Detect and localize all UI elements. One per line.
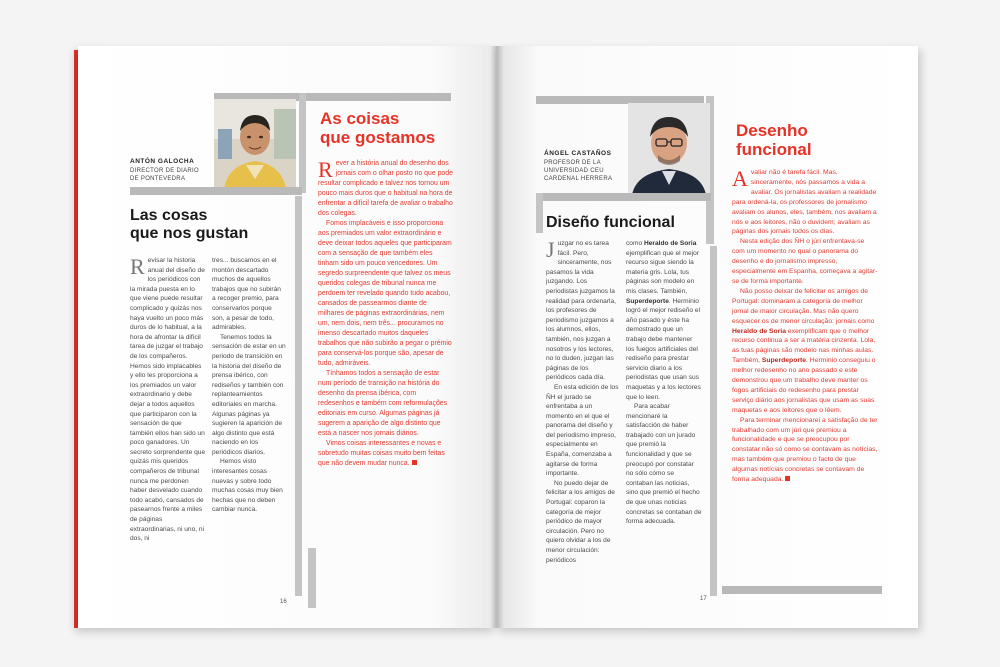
byline-role-line1: PROFESOR DE LA — [544, 160, 601, 166]
body-paragraph — [318, 439, 453, 469]
body-paragraph: En esta edición de los ÑH el jurado se enfrentaba a un momento en el que el panorama del diseño y del periodismo impreso, especialmente en España, comenzaba a agitarse de forma importante. — [546, 383, 619, 478]
body-text: uzgar no es tarea fácil. Pero, sinceramente, nos pasamos la vida juzgando. Los periodistas juzgamos la realidad para ordenarla, los profesores de periodismo juzgamos a los alumnos, ellos, también, nos juzgan a nosotros y los lectores, no lo duden, juzgan las páginas de los periódicos cada día. — [546, 240, 617, 382]
newspaper-name: Heraldo de Soria — [732, 327, 787, 335]
byline-role-line2: UNIVERSIDAD CEU — [544, 168, 604, 174]
body-text: . Herminio conseguiu o melhor redesenho no ano passado e este demonstrou que um trabalho deve manter os fogos artificiais do redesenho para prestar serviço diário aos jornalistas que usam as suas maquetas e aos leitores que o lêem. — [732, 357, 876, 414]
dropcap: R — [318, 159, 333, 182]
article-column-pt — [732, 168, 878, 588]
body-text: valiar não é tarefa fácil. Mas, sinceramente, nós passamos a vida a avaliar. Os jornalistas avaliam a realidade para ordená-la, os professores de jornalismo avaliam os alunos, eles, também, nos avaliam a nós e aos leitores, não o duvidem; avaliam as páginas dos jornais todos os dias. — [732, 169, 877, 236]
headline-pt-line2: que gostamos — [320, 128, 436, 147]
article-column-es-1 — [130, 256, 206, 591]
grey-rule — [722, 586, 882, 594]
article-column-es-2 — [212, 256, 286, 591]
body-text: exemplificam que o melhor recurso continua a ser a matéria cinzenta. Lola, as tuas páginas são modelo nas minhas aulas. Também, — [732, 327, 876, 365]
headline-pt-line1: Desenho — [736, 121, 808, 140]
newspaper-name: Superdeporte — [761, 357, 807, 365]
body-paragraph: tres... buscamos en el montón descartado muchos de aquellos trabajos que no subirán a recoger premio, para conservarlos porque son, a pesar de todo, admirables. — [212, 257, 281, 332]
body-text: Não posso deixar de felicitar os amigos de Portugal: dominaram a categoria de melhor jornal de maior circulação. Mas não quero esquecer os de menor circulação: jornais como — [732, 287, 875, 325]
body-paragraph — [732, 287, 878, 416]
headline-pt-line1: As coisas — [320, 109, 400, 128]
body-paragraph: Tenemos todos la sensación de estar en un periodo de transición en la historia del diseño de prensa ibérico, con rediseños y también con replanteamientos editoriales en marcha. Algunas páginas ya sugieren la aparición de algo distinto que está naciendo en los periódicos diarios. — [212, 333, 286, 456]
grey-rule — [130, 187, 302, 195]
grey-vertical-rule — [710, 246, 717, 596]
page-number: 17 — [700, 596, 707, 602]
grey-vertical-rule — [295, 196, 302, 596]
byline-name: ANTÓN GALOCHA — [130, 158, 195, 165]
dropcap: A — [732, 168, 748, 191]
byline-role-line2: DE PONTEVEDRA — [130, 176, 186, 182]
grey-rule — [536, 193, 711, 201]
dropcap: R — [130, 256, 145, 279]
newspaper-name: Heraldo de Soria — [643, 240, 697, 247]
article-column-es-1 — [546, 239, 620, 594]
headline-es-line1: Las cosas — [130, 207, 208, 224]
body-paragraph: Hemos visto interesantes cosas nuevas y sobre todo muchas cosas muy bien hechas que no deben cambiar nunca. — [212, 458, 283, 514]
body-paragraph: Para acabar mencionaré la satisfacción de haber trabajado con un jurado que premió la funcionalidad y que se preocupó por constatar no sólo cómo se contaban las noticias, sino que premió el hecho de que unas noticias concretas se contaban de forma adecuada. — [626, 403, 702, 526]
byline-role-line3: CARDENAL HERRERA — [544, 176, 613, 182]
newspaper-name: Superdeporte — [626, 297, 669, 305]
byline-role-line1: DIRECTOR DE DIARIO — [130, 168, 199, 174]
body-text: Para terminar mencionarei a satisfação de ter trabalhado com um júri que premiou a funcionalidade e que se preocupou por constatar não só como se contavam as notícias, mas também que premiou o facto de que algumas notícias concretas se contavam de forma adequada. — [732, 416, 878, 484]
body-text: . Herminio logró el mejor rediseño el año pasado y éste ha demostrado que un trabajo debe mantener los fuegos artificiales del rediseño para prestar servicio diario a los periodistas que usan sus maquetas y a los lectores que lo leen. — [626, 297, 701, 401]
right-page — [496, 46, 918, 628]
body-paragraph: No puedo dejar de felicitar a los amigos de Portugal: coparon la categoría de mejor periódico de mayor circulación. Pero no quiero olvidar a los de menor circulación: periódicos — [546, 479, 615, 564]
end-of-article-mark — [412, 460, 417, 465]
headline-pt-line2: funcional — [736, 140, 812, 159]
byline-name: ÁNGEL CASTAÑOS — [544, 150, 612, 157]
left-page — [78, 46, 496, 628]
body-text: Vimos coisas interessantes e novas e sobretudo muitas coisas muito bem feitas que não devem mudar nunca. — [318, 440, 445, 467]
headline-es: Diseño funcional — [546, 214, 675, 231]
end-of-article-mark — [785, 476, 790, 481]
author-photo-castanos — [628, 103, 710, 195]
body-paragraph: Nesta edição dos ÑH o júri enfrentava-se com um momento no qual o panorama do desenho e do jornalismo impresso, especialmente em Espanha, começava a agitar-se de forma importante. — [732, 238, 878, 285]
body-paragraph: Tínhamos todos a sensação de estar num período de transição na história do desenho da prensa ibérica, com redesenhos e também com reformulações editoriais em curso. Algumas páginas já sugerem a aparição de algo distinto que está a nascer nos jornais diários. — [318, 370, 448, 437]
grey-vertical-rule — [536, 193, 543, 233]
body-paragraph — [626, 239, 702, 402]
grey-vertical-rule — [308, 548, 316, 608]
dropcap: J — [546, 239, 555, 262]
author-photo-galocha — [214, 99, 296, 189]
page-number: 16 — [280, 599, 287, 605]
body-text: ejemplifican que el mejor recurso sigue siendo la materia gris. Lola, tus páginas son modelo en mis clases. También, — [626, 249, 699, 295]
spine-shadow — [490, 46, 504, 628]
headline-es-line2: que nos gustan — [130, 225, 249, 242]
magazine-spread — [78, 46, 918, 628]
article-column-es-2 — [626, 239, 702, 594]
body-text: ever a história anual do desenho dos jornais com o olhar posto no que pode resultar complicado e talvez nos tornou um pouco mais duros que o habitual na hora de enfrentar a difícil tarefa de avaliar o trabalho dos colegas. — [318, 160, 453, 217]
article-column-pt — [318, 159, 453, 544]
body-text: como — [626, 240, 644, 247]
body-paragraph — [732, 416, 878, 485]
grey-rule — [306, 93, 451, 101]
body-paragraph: Fomos implacáveis e isso proporciona aos premiados um valor extraordinário e deve deixar todos aqueles que participaram com a sensação de que também eles tinham sido um pouco vencedores. Um segredo surpreendente que talvez os meus queridos colegas de tribunal nunca me perdoem ter revelado quando tudo acabou, cansados de passearmos diante de milhares de páginas extraordinárias, nem um, nem dois, nem três... procuramos no imenso descartado muitos daqueles trabalhos que não subirão a pegar o prémio para conservá-los porque são, apesar de tudo, admiráveis. — [318, 220, 452, 367]
grey-vertical-rule — [299, 93, 306, 193]
body-text: evisar la historia anual del diseño de los periódicos con la mirada puesta en lo que viene puede resultar complicado y quizás nos haya vuelto un poco más duros de lo habitual, a la hora de afrontar la difícil tarea de juzgar el trabajo de los compañeros. Hemos sido implacables y ello les proporciona a los premiados un valor extraordinario y debe dejar a todos aquellos que participaron con la sensación de que también ellos han sido un poco ganadores. Un secreto sorprendente que quizás mis queridos compañeros de tribunal nunca me perdonen haber desvelado cuando todo acabó, cansados de pasearnos frente a miles de páginas extraordinarias, ni uno, ni dos, ni — [130, 257, 206, 543]
